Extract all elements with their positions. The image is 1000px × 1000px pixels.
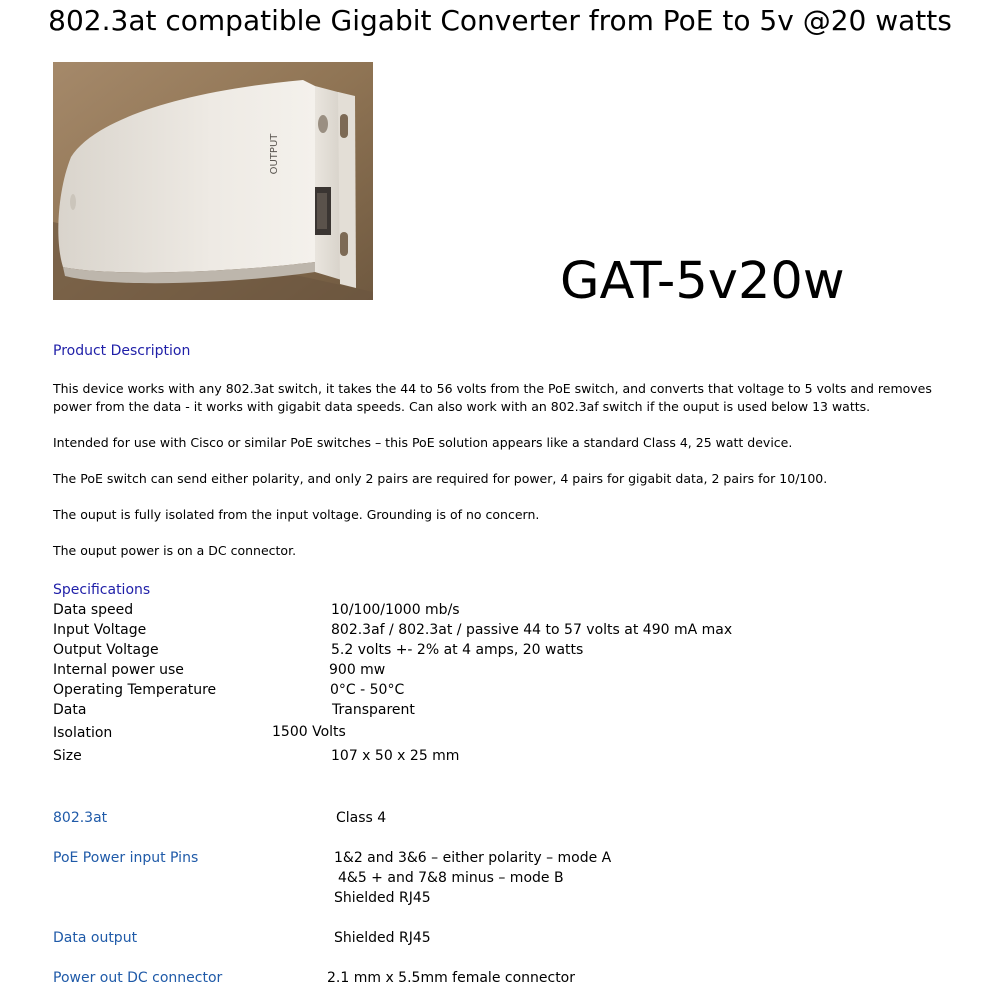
spec-value: 0°C - 50°C — [330, 682, 405, 698]
description-paragraph: The ouput is fully isolated from the input voltage. Grounding is of no concern. — [53, 507, 540, 522]
spec-label: Data — [53, 702, 87, 718]
extra-label: PoE Power input Pins — [53, 850, 199, 866]
description-paragraph: This device works with any 802.3at switch, it takes the 44 to 56 volts from the PoE switch, and converts that voltage to 5 volts and removes power from the data - it works with gigabit data speeds. Can also work with an 802.3af switch if the ouput is used below 13 watts. — [53, 381, 932, 414]
extra-value: 4&5 + and 7&8 minus – mode B — [338, 870, 564, 886]
description-paragraph: Intended for use with Cisco or similar PoE switches – this PoE solution appears like a standard Class 4, 25 watt device. — [53, 435, 793, 450]
spec-value: 802.3af / 802.3at / passive 44 to 57 volts at 490 mA max — [331, 622, 733, 638]
description-paragraph: The ouput power is on a DC connector. — [53, 543, 297, 558]
output-label: OUTPUT — [269, 133, 280, 175]
spec-value: Transparent — [332, 702, 415, 718]
spec-label: Output Voltage — [53, 642, 159, 658]
spec-value: 5.2 volts +- 2% at 4 amps, 20 watts — [331, 642, 584, 658]
extra-label: Data output — [53, 930, 138, 946]
spec-label: Operating Temperature — [53, 682, 217, 698]
specifications-heading: Specifications — [53, 582, 151, 598]
spec-value: 1500 Volts — [272, 724, 346, 740]
spec-value: 10/100/1000 mb/s — [331, 602, 460, 618]
extra-value: Class 4 — [336, 810, 387, 826]
extra-value: 2.1 mm x 5.5mm female connector — [327, 970, 576, 986]
spec-label: Data speed — [53, 602, 134, 618]
extra-value: Shielded RJ45 — [334, 890, 431, 906]
product-photo — [53, 62, 373, 300]
page-title: 802.3at compatible Gigabit Converter from PoE to 5v @20 watts — [48, 4, 952, 37]
spec-label: Internal power use — [53, 662, 184, 678]
model-number: GAT-5v20w — [560, 252, 845, 311]
spec-label: Input Voltage — [53, 622, 147, 638]
description-paragraph: The PoE switch can send either polarity, and only 2 pairs are required for power, 4 pairs for gigabit data, 2 pairs for 10/100. — [53, 471, 828, 486]
spec-label: Size — [53, 748, 82, 764]
description-heading: Product Description — [53, 343, 191, 359]
spec-value: 900 mw — [329, 662, 386, 678]
extra-label: Power out DC connector — [53, 970, 223, 986]
extra-value: 1&2 and 3&6 – either polarity – mode A — [334, 850, 612, 866]
extra-label: 802.3at — [53, 810, 108, 826]
spec-value: 107 x 50 x 25 mm — [331, 748, 460, 764]
extra-value: Shielded RJ45 — [334, 930, 431, 946]
spec-label: Isolation — [53, 725, 113, 741]
